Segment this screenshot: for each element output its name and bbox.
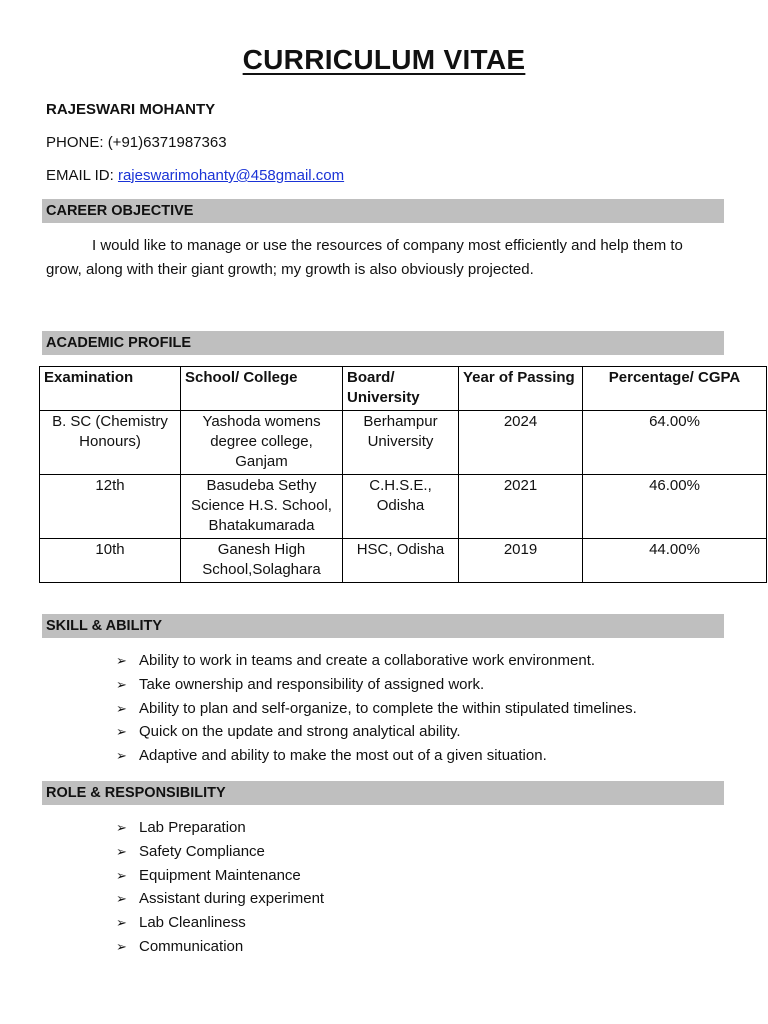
table-cell: HSC, Odisha — [343, 539, 459, 583]
career-objective-body: I would like to manage or use the resources of company most efficiently and help them to grow, along with their giant growth; my growth is also obviously projected. — [46, 237, 683, 278]
arrow-bullet-icon: ➢ — [116, 843, 127, 859]
roles-list — [116, 816, 324, 959]
list-item — [116, 649, 637, 673]
list-item-text: Safety Compliance — [139, 842, 265, 860]
list-item-text: Assistant during experiment — [139, 890, 325, 908]
list-item — [116, 864, 324, 888]
arrow-bullet-icon: ➢ — [116, 938, 127, 954]
list-item-text: Lab Preparation — [139, 819, 246, 836]
table-cell: Basudeba Sethy Science H.S. School, Bhatakumarada — [181, 475, 343, 539]
phone-value: (+91)6371987363 — [107, 134, 227, 151]
table-cell: 44.00% — [583, 539, 767, 583]
table-cell: Ganesh High School,Solaghara — [181, 539, 343, 583]
list-item-text: Ability to plan and self-organize, to complete the within stipulated timelines. — [139, 699, 637, 717]
arrow-bullet-icon: ➢ — [116, 724, 127, 740]
table-cell: 46.00% — [583, 475, 767, 539]
table-cell: 2024 — [459, 411, 583, 475]
table-cell: 2019 — [459, 539, 583, 583]
arrow-bullet-icon: ➢ — [116, 676, 127, 692]
list-item — [116, 697, 637, 721]
list-item-text: Take ownership and responsibility of assigned work. — [139, 675, 485, 693]
academic-profile-heading: ACADEMIC PROFILE — [42, 331, 724, 355]
arrow-bullet-icon: ➢ — [116, 820, 127, 835]
career-objective-heading: CAREER OBJECTIVE — [42, 199, 724, 223]
page-title: CURRICULUM VITAE — [242, 44, 526, 75]
email-label: EMAIL ID: — [46, 167, 118, 184]
table-cell: 64.00% — [583, 411, 767, 475]
column-header: School/ College — [181, 367, 343, 411]
table-cell: 12th — [40, 475, 181, 539]
table-cell: 10th — [40, 539, 181, 583]
list-item — [116, 673, 637, 697]
column-header: Percentage/ CGPA — [583, 367, 767, 411]
arrow-bullet-icon: ➢ — [116, 700, 127, 716]
table-row — [40, 539, 767, 583]
list-item — [116, 744, 637, 768]
career-objective-text — [46, 234, 706, 282]
list-item — [116, 720, 637, 744]
arrow-bullet-icon: ➢ — [116, 891, 127, 907]
list-item-text: Adaptive and ability to make the most out of a given situation. — [139, 747, 547, 765]
column-header: Year of Passing — [459, 367, 583, 411]
phone-line — [46, 134, 227, 151]
list-item — [116, 911, 324, 935]
list-item-text: Quick on the update and strong analytical ability. — [139, 723, 461, 741]
arrow-bullet-icon: ➢ — [116, 867, 127, 883]
column-header: Examination — [40, 367, 181, 411]
table-row — [40, 411, 767, 475]
list-item — [116, 887, 324, 911]
academic-table — [39, 366, 767, 583]
table-cell: Yashoda womens degree college, Ganjam — [181, 411, 343, 475]
candidate-name: RAJESWARI MOHANTY — [46, 101, 216, 118]
list-item-text: Communication — [139, 937, 244, 955]
table-cell: Berhampur University — [343, 411, 459, 475]
email-line — [46, 167, 344, 184]
list-item-text: Equipment Maintenance — [139, 866, 301, 884]
table-cell: B. SC (Chemistry Honours) — [40, 411, 181, 475]
skills-heading: SKILL & ABILITY — [42, 614, 724, 638]
list-item-text: Lab Cleanliness — [139, 914, 246, 932]
list-item — [116, 935, 324, 959]
table-row — [40, 475, 767, 539]
table-cell: 2021 — [459, 475, 583, 539]
list-item — [116, 840, 324, 864]
arrow-bullet-icon: ➢ — [116, 653, 127, 668]
arrow-bullet-icon: ➢ — [116, 915, 127, 931]
roles-heading: ROLE & RESPONSIBILITY — [42, 781, 724, 805]
table-cell: C.H.S.E., Odisha — [343, 475, 459, 539]
skills-list — [116, 649, 637, 768]
arrow-bullet-icon: ➢ — [116, 748, 127, 764]
table-header-row — [40, 367, 767, 411]
list-item — [116, 816, 324, 840]
list-item-text: Ability to work in teams and create a collaborative work environment. — [139, 652, 596, 669]
column-header: Board/ University — [343, 367, 459, 411]
email-link[interactable]: rajeswarimohanty@458gmail.com — [117, 167, 345, 184]
phone-label: PHONE: — [46, 134, 108, 151]
